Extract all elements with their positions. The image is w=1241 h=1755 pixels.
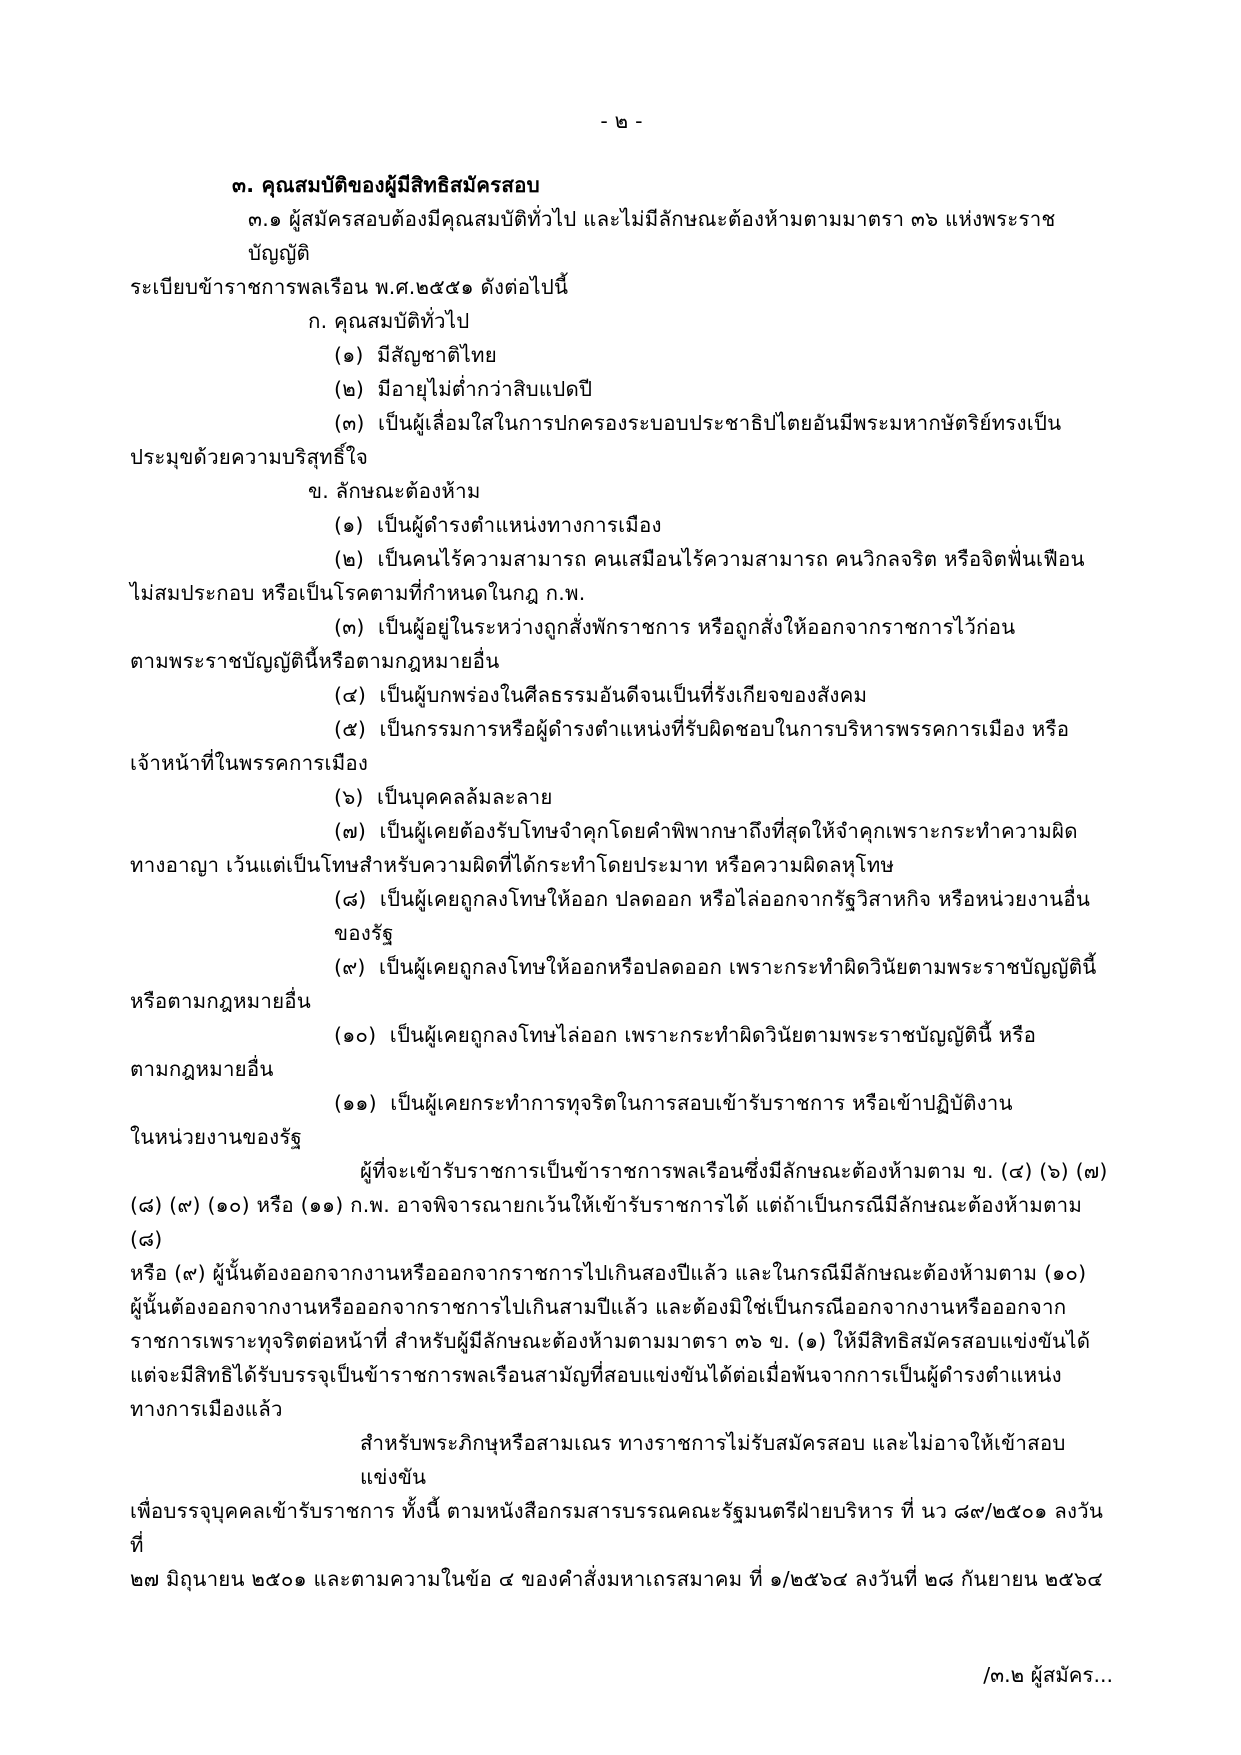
paragraph-first-line: ผู้ที่จะเข้ารับราชการเป็นข้าราชการพลเรือนซึ่งมีลักษณะต้องห้ามตาม ข. (๔) (๖) (๗): [360, 1159, 1108, 1183]
list-item: (๒) มีอายุไม่ต่ำกว่าสิบแปดปี: [334, 377, 593, 401]
paragraph-first-line: ๓.๑ ผู้สมัครสอบต้องมีคุณสมบัติทั่วไป และไม่มีลักษณะต้องห้ามตามมาตรา ๓๖ แห่งพระราชบัญญัติ: [248, 207, 1056, 265]
document-body: [130, 168, 1113, 1596]
section-heading: ๓. คุณสมบัติของผู้มีสิทธิสมัครสอบ: [232, 173, 540, 197]
paragraph-first-line: สำหรับพระภิกษุหรือสามเณร ทางราชการไม่รับสมัครสอบ และไม่อาจให้เข้าสอบแข่งขัน: [360, 1431, 1066, 1489]
continuation-line: เพื่อบรรจุบุคคลเข้ารับราชการ ทั้งนี้ ตามหนังสือกรมสารบรรณคณะรัฐมนตรีฝ่ายบริหาร ที่ นว ๘๙/๒๕๐๑ ลงวันที่: [130, 1499, 1104, 1557]
list-item: (๙) เป็นผู้เคยถูกลงโทษให้ออกหรือปลดออก เพราะกระทำผิดวินัยตามพระราชบัญญัตินี้: [334, 955, 1097, 979]
continuation-line: ระเบียบข้าราชการพลเรือน พ.ศ.๒๕๕๑ ดังต่อไปนี้: [130, 275, 569, 299]
list-item: (๘) เป็นผู้เคยถูกลงโทษให้ออก ปลดออก หรือไล่ออกจากรัฐวิสาหกิจ หรือหน่วยงานอื่นของรัฐ: [334, 887, 1091, 945]
list-item: (๑๑) เป็นผู้เคยกระทำการทุจริตในการสอบเข้ารับราชการ หรือเข้าปฏิบัติงาน: [334, 1091, 1013, 1115]
continuation-line: หรือ (๙) ผู้นั้นต้องออกจากงานหรือออกจากราชการไปเกินสองปีแล้ว และในกรณีมีลักษณะต้องห้ามตาม (๑๐): [130, 1261, 1087, 1285]
continuation-line: แต่จะมีสิทธิได้รับบรรจุเป็นข้าราชการพลเรือนสามัญที่สอบแข่งขันได้ต่อเมื่อพ้นจากการเป็นผู้ดำรงตำแหน่ง: [130, 1363, 1062, 1387]
list-item: (๓) เป็นผู้เลื่อมใสในการปกครองระบอบประชาธิปไตยอันมีพระมหากษัตริย์ทรงเป็น: [334, 411, 1062, 435]
continuation-line: ๒๗ มิถุนายน ๒๕๐๑ และตามความในข้อ ๔ ของคำสั่งมหาเถรสมาคม ที่ ๑/๒๕๖๔ ลงวันที่ ๒๘ กันยายน ๒๕๖๔: [130, 1567, 1103, 1591]
continuation-line: ตามกฎหมายอื่น: [130, 1057, 274, 1081]
continuation-line: ในหน่วยงานของรัฐ: [130, 1125, 303, 1149]
subsection-heading: ก. คุณสมบัติทั่วไป: [308, 309, 470, 333]
continuation-line: ทางอาญา เว้นแต่เป็นโทษสำหรับความผิดที่ได้กระทำโดยประมาท หรือความผิดลหุโทษ: [130, 853, 895, 877]
continuation-line: ราชการเพราะทุจริตต่อหน้าที่ สำหรับผู้มีลักษณะต้องห้ามตามมาตรา ๓๖ ข. (๑) ให้มีสิทธิสมัครสอบแข่งขันได้: [130, 1329, 1091, 1353]
continuation-line: ประมุขด้วยความบริสุทธิ์ใจ: [130, 445, 369, 469]
continuation-note: /๓.๒ ผู้สมัคร...: [983, 1663, 1113, 1687]
continuation-line: (๘) (๙) (๑๐) หรือ (๑๑) ก.พ. อาจพิจารณายกเว้นให้เข้ารับราชการได้ แต่ถ้าเป็นกรณีมีลักษณะต้องห้ามตาม (๘): [130, 1193, 1089, 1251]
subsection-heading: ข. ลักษณะต้องห้าม: [308, 479, 481, 503]
list-item: (๑๐) เป็นผู้เคยถูกลงโทษไล่ออก เพราะกระทำผิดวินัยตามพระราชบัญญัตินี้ หรือ: [334, 1023, 1037, 1047]
continuation-line: หรือตามกฎหมายอื่น: [130, 989, 312, 1013]
continuation-line: ตามพระราชบัญญัตินี้หรือตามกฎหมายอื่น: [130, 649, 500, 673]
continuation-line: เจ้าหน้าที่ในพรรคการเมือง: [130, 751, 369, 775]
continuation-line: ผู้นั้นต้องออกจากงานหรือออกจากราชการไปเกินสามปีแล้ว และต้องมิใช่เป็นกรณีออกจากงานหรือออกจาก: [130, 1295, 1067, 1319]
list-item: (๖) เป็นบุคคลล้มละลาย: [334, 785, 553, 809]
list-item: (๒) เป็นคนไร้ความสามารถ คนเสมือนไร้ความสามารถ คนวิกลจริต หรือจิตฟั่นเฟือน: [334, 547, 1085, 571]
list-item: (๓) เป็นผู้อยู่ในระหว่างถูกสั่งพักราชการ หรือถูกสั่งให้ออกจากราชการไว้ก่อน: [334, 615, 1016, 639]
list-item: (๑) มีสัญชาติไทย: [334, 343, 497, 367]
list-item: (๗) เป็นผู้เคยต้องรับโทษจำคุกโดยคำพิพากษาถึงที่สุดให้จำคุกเพราะกระทำความผิด: [334, 819, 1078, 843]
list-item: (๑) เป็นผู้ดำรงตำแหน่งทางการเมือง: [334, 513, 662, 537]
page-number: - ๒ -: [600, 109, 643, 133]
continuation-line: ทางการเมืองแล้ว: [130, 1397, 283, 1421]
continuation-line: ไม่สมประกอบ หรือเป็นโรคตามที่กำหนดในกฎ ก.พ.: [130, 581, 586, 605]
list-item: (๔) เป็นผู้บกพร่องในศีลธรรมอันดีจนเป็นที่รังเกียจของสังคม: [334, 683, 868, 707]
list-item: (๕) เป็นกรรมการหรือผู้ดำรงตำแหน่งที่รับผิดชอบในการบริหารพรรคการเมือง หรือ: [334, 717, 1070, 741]
